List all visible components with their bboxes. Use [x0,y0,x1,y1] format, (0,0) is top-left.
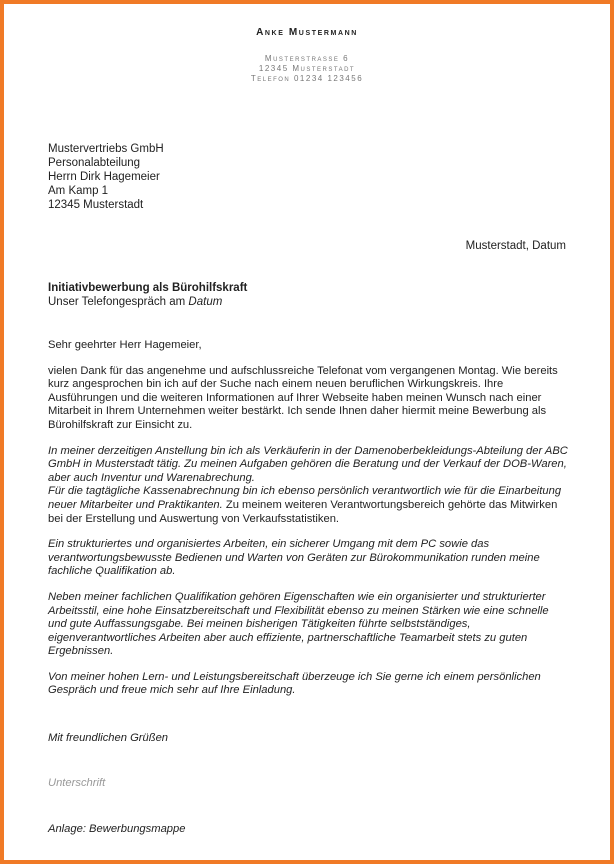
letter-body [48,339,568,698]
recipient-department: Personalabteilung [48,157,141,169]
paragraph-responsibilities [48,485,568,526]
recipient-city: 12345 Musterstadt [48,199,144,211]
responsibilities-normal: Zu meinem weiteren Verantwortungsbereich gehörte das Mitwirken bei der Erstellung und Auswertung von Verkaufsstatistiken. [48,498,558,525]
subject-reference-date: Datum [188,296,223,308]
closing: Mit freundlichen Grüßen [48,732,169,744]
subject-title: Initiativbewerbung als Bürohilfskraft [48,282,248,294]
sender-phone: Telefon 01234 123456 [250,74,364,83]
signature: Unterschrift [48,777,106,789]
subject-reference-text: Unser Telefongespräch am [48,296,189,308]
enclosure: Anlage: Bewerbungsmappe [48,823,186,835]
recipient-street: Am Kamp 1 [48,185,109,197]
paragraph-closing: Von meiner hohen Lern- und Leistungsbereitschaft überzeuge ich Sie gerne ich einem persönlichen Gespräch und freue mich sehr auf Ihre Einladung. [48,670,541,697]
recipient-person: Herrn Dirk Hagemeier [48,171,160,183]
paragraph-skills: Ein strukturiertes und organisiertes Arbeiten, ein sicherer Umgang mit dem PC sowie das verantwortungsbewusste Bedienen und Warten von Geräten zur Bürokommunikation runden meine fachliche Qualifikation ab. [48,538,540,578]
paragraph-qualities: Neben meiner fachlichen Qualifikation gehören Eigenschaften wie ein organisierter und strukturierter Arbeitsstil, eine hohe Einsatzbereitschaft und Flexibilität ebenso zu meinen Stärken wie eine schnelle und gute Auffassungsgabe. Bei meinen bisherigen Tätigkeiten führte selbstständiges, eigenverantwortliches Arbeiten aber auch effiziente, partnerschaftliche Teamarbeit stets zu guten Ergebnissen. [48,590,549,658]
sender-street: Musterstrasse 6 [264,54,350,63]
subject [48,281,247,309]
sender-city: 12345 Musterstadt [258,64,356,73]
paragraph-current-job: In meiner derzeitigen Anstellung bin ich als Verkäuferin in der Damenoberbekleidungs-Abteilung der ABC GmbH in Musterstadt tätig. Zu meinen Aufgaben gehören die Beratung und der Verkauf der DOB-Waren, aber auch Inventur und Warenabrechung. [48,444,568,484]
recipient-company: Mustervertriebs GmbH [48,143,164,155]
date-line: Musterstadt, Datum [465,240,566,252]
sender-address [0,54,614,84]
responsibilities-italic: Für die tagtägliche Kassenabrechnung bin ich ebenso persönlich verantwortlich wie für die Einarbeitung neuer Mitarbeiter und Praktikanten. [48,485,562,511]
salutation: Sehr geehrter Herr Hagemeier, [48,339,202,351]
sender-name: Anke Mustermann [256,27,358,38]
paragraph-intro: vielen Dank für das angenehme und aufschlussreiche Telefonat vom vergangenen Montag. Wie bereits kurz angesprochen bin ich auf der Suche nach einem neuen beruflichen Wirkungskreis. Ihre Ausführungen und die weiteren Informationen auf Ihrer Webseite haben meinen Wunsch nach einer Mitarbeit in Ihrem Unternehmen weiter bestärkt. Ich sende Ihnen daher hiermit meine Bewerbung als Bürohilfskraft zur Einsicht zu. [48,364,558,431]
recipient-address [48,142,164,212]
subject-reference [48,295,247,309]
